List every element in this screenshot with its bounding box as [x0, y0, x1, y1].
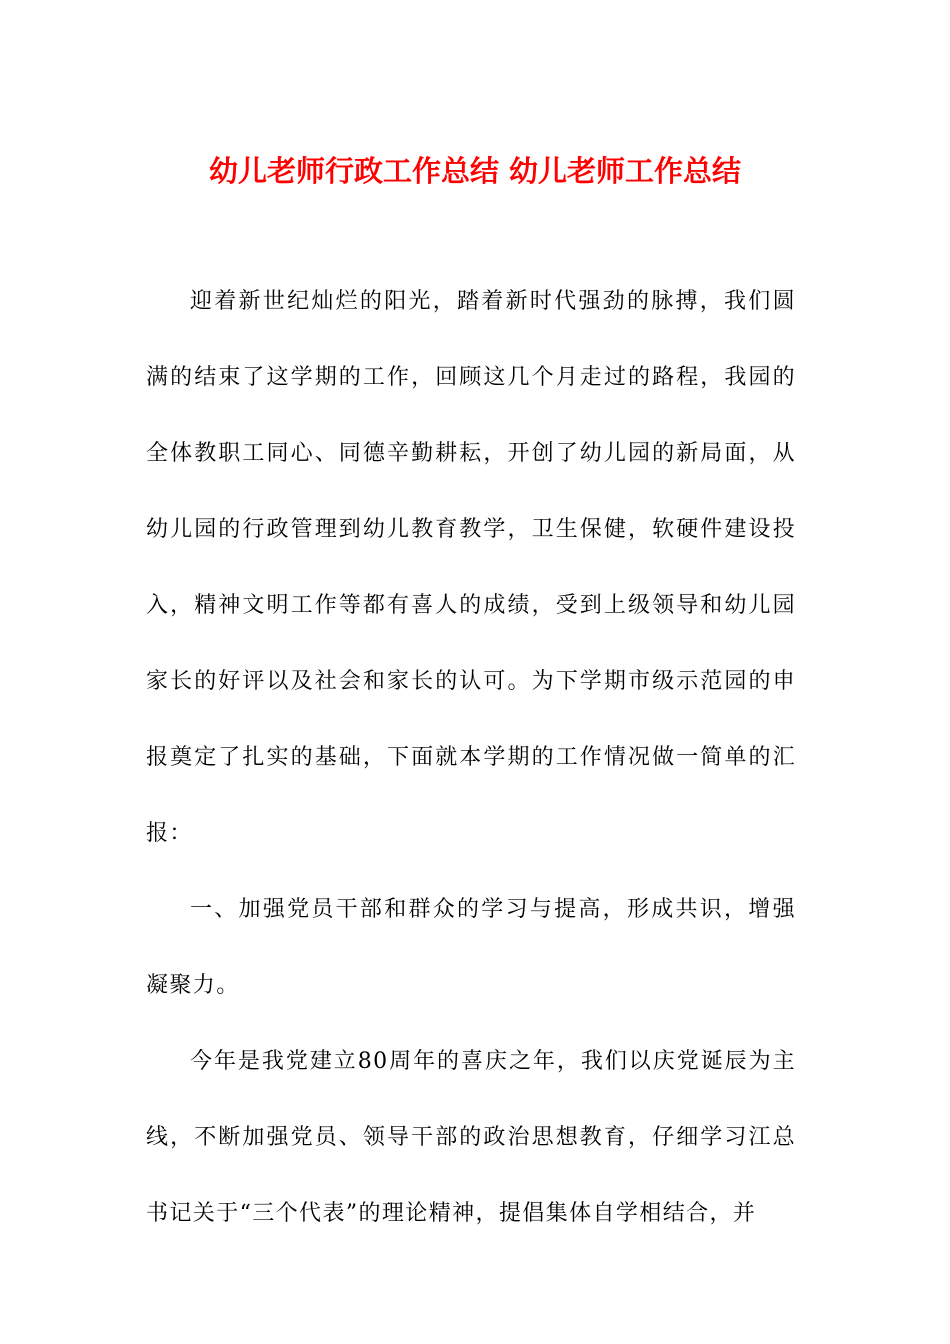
- paragraph-section-one-heading: 一、加强党员干部和群众的学习与提高，形成共识，增强凝聚力。: [146, 897, 796, 998]
- document-title: 幼儿老师行政工作总结 幼儿老师工作总结: [208, 154, 742, 188]
- paragraph-intro: 迎着新世纪灿烂的阳光，踏着新时代强劲的脉搏，我们圆满的结束了这学期的工作，回顾这几个月走过的路程，我园的全体教职工同心、同德辛勤耕耘，开创了幼儿园的新局面，从幼儿园的行政管理到幼儿教育教学，卫生保健，软硬件建设投入，精神文明工作等都有喜人的成绩，受到上级领导和幼儿园家长的好评以及社会和家长的认可。为下学期市级示范园的申报奠定了扎实的基础，下面就本学期的工作情况做一简单的汇报：: [146, 289, 796, 846]
- paragraph-section-one-body: 今年是我党建立80周年的喜庆之年，我们以庆党诞辰为主线，不断加强党员、领导干部的政治思想教育，仔细学习江总书记关于“三个代表”的理论精神，提倡集体自学相结合，并: [146, 1049, 796, 1226]
- document-body: [146, 264, 796, 1252]
